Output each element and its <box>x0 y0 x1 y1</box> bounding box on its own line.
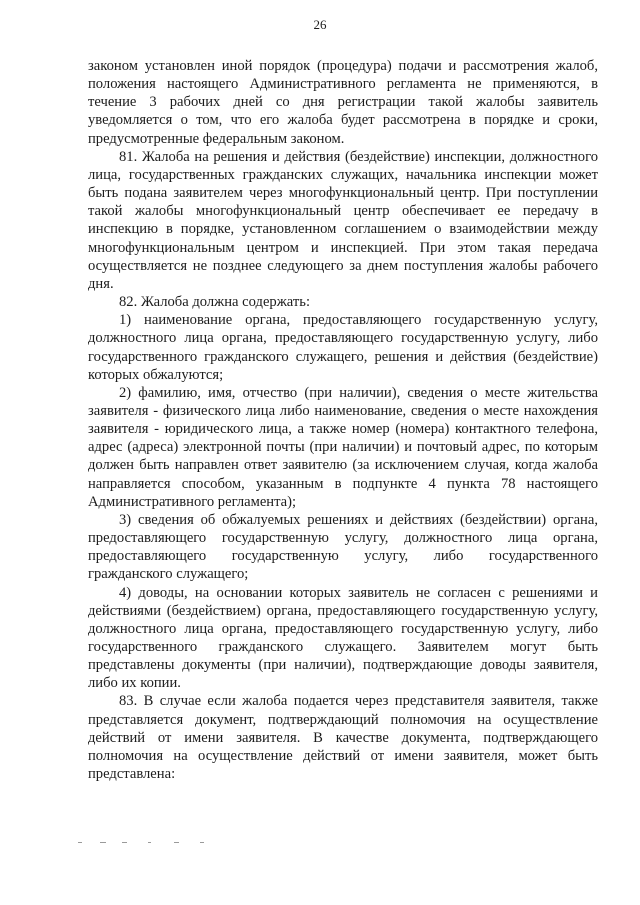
page-number: 26 <box>313 17 327 32</box>
paragraph-81: 81. Жалоба на решения и действия (бездействие) инспекции, должностного лица, государственных гражданских служащих, начальника инспекции может быть подана заявителем через многофункциональный центр. При поступлении такой жалобы многофункциональный центр обеспечивает ее передачу в инспекцию в порядке, установленном соглашением о взаимодействии между многофункциональным центром и инспекцией. При этом такая передача осуществляется не позднее следующего за днем поступления жалобы рабочего дня. <box>88 148 598 292</box>
scan-artifact <box>78 838 228 848</box>
paragraph-continuation: законом установлен иной порядок (процедура) подачи и рассмотрения жалоб, положения настоящего Административного регламента не применяются, в течение 3 рабочих дней со дня регистрации такой жалобы заявитель уведомляется о том, что его жалоба будет рассмотрена в порядке и сроки, предусмотренные федеральным законом. <box>88 58 598 147</box>
list-item-4: 4) доводы, на основании которых заявитель не согласен с решениями и действиями (бездействием) органа, предоставляющего государственную услугу, должностного лица органа, предоставляющего государственную услугу, либо государственного гражданского служащего. Заявителем могут быть представлены документы (при наличии), подтверждающие доводы заявителя, либо их копии. <box>88 584 598 692</box>
list-item-3: 3) сведения об обжалуемых решениях и действиях (бездействии) органа, предоставляющего государственную услугу, должностного лица органа, предоставляющего государственную услугу, либо государственного гражданского служащего; <box>88 511 598 583</box>
list-item-2: 2) фамилию, имя, отчество (при наличии), сведения о месте жительства заявителя - физического лица либо наименование, сведения о месте нахождения заявителя - юридического лица, а также номер (номера) контактного телефона, адрес (адреса) электронной почты (при наличии) и почтовый адрес, по которым должен быть направлен ответ заявителю (за исключением случая, когда жалоба направляется способом, указанным в подпункте 4 пункта 78 настоящего Административного регламента); <box>88 384 598 510</box>
paragraph-83: 83. В случае если жалоба подается через представителя заявителя, также представляется документ, подтверждающий полномочия на осуществление действий от имени заявителя. В качестве документа, подтверждающего полномочия на осуществление действий от имени заявителя, может быть представлена: <box>88 693 598 783</box>
paragraph-82-heading: 82. Жалоба должна содержать: <box>119 294 310 311</box>
list-item-1: 1) наименование органа, предоставляющего государственную услугу, должностного лица органа, предоставляющего государственную услугу, либо государственного гражданского служащего, решения и действия (бездействие) которых обжалуются; <box>88 312 598 383</box>
document-body <box>88 57 598 783</box>
